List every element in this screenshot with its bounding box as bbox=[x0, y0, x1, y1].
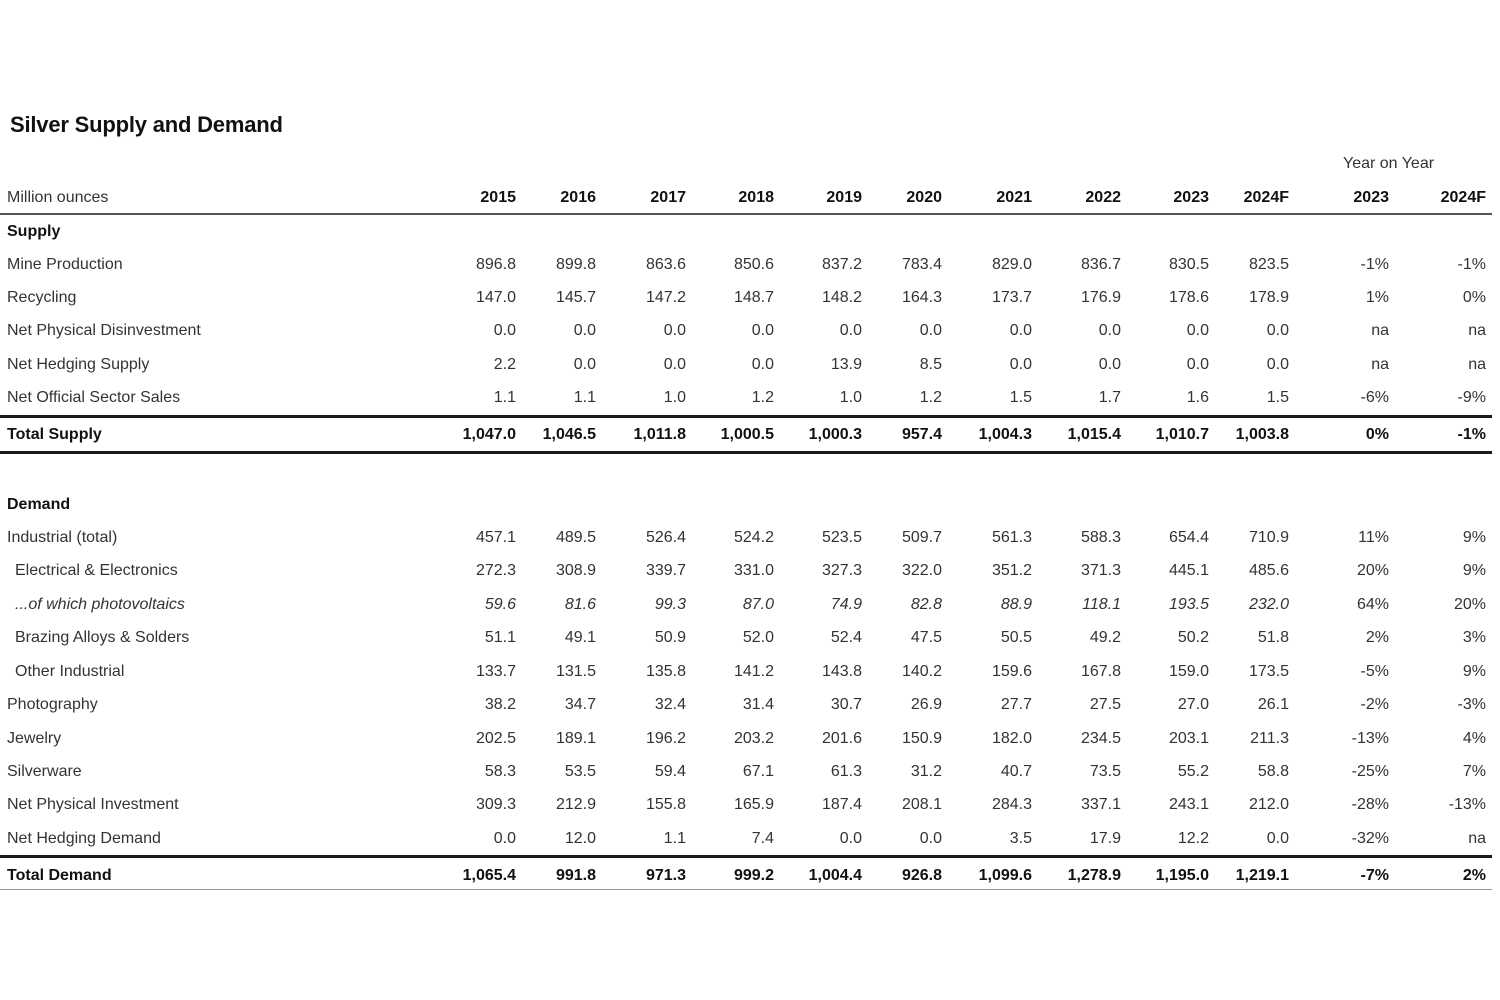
table-cell: 0.0 bbox=[839, 322, 862, 339]
yoy-header: Year on Year bbox=[1343, 155, 1435, 172]
table-cell: 0.0 bbox=[493, 322, 516, 339]
table-cell: 148.2 bbox=[821, 289, 862, 306]
column-header: 2021 bbox=[996, 189, 1032, 206]
total-cell: 1,046.5 bbox=[542, 426, 596, 443]
total-cell: 2% bbox=[1462, 867, 1486, 884]
column-header: 2022 bbox=[1085, 189, 1121, 206]
table-cell: -5% bbox=[1360, 663, 1389, 680]
table-cell: 339.7 bbox=[645, 562, 686, 579]
table-cell: 9% bbox=[1462, 562, 1486, 579]
total-cell: 1,047.0 bbox=[462, 426, 516, 443]
total-cell: 1,099.6 bbox=[978, 867, 1032, 884]
table-cell: 309.3 bbox=[475, 796, 516, 813]
table-cell: 178.6 bbox=[1168, 289, 1209, 306]
table-cell: 67.1 bbox=[742, 763, 774, 780]
total-demand-label: Total Demand bbox=[7, 867, 112, 884]
table-cell: 26.1 bbox=[1257, 696, 1289, 713]
table-cell: -13% bbox=[1448, 796, 1486, 813]
table-cell: 30.7 bbox=[830, 696, 862, 713]
table-cell: 0.0 bbox=[1266, 356, 1289, 373]
table-cell: 201.6 bbox=[821, 730, 862, 747]
total-supply-label: Total Supply bbox=[7, 426, 102, 443]
table-cell: 12.2 bbox=[1177, 830, 1209, 847]
table-cell: 0.0 bbox=[839, 830, 862, 847]
column-header: 2024F bbox=[1243, 189, 1289, 206]
table-cell: 159.0 bbox=[1168, 663, 1209, 680]
table-cell: 0.0 bbox=[663, 322, 686, 339]
total-cell: 1,011.8 bbox=[633, 426, 686, 443]
table-cell: 74.9 bbox=[830, 596, 862, 613]
table-cell: 850.6 bbox=[733, 256, 774, 273]
table-cell: 31.4 bbox=[742, 696, 774, 713]
total-cell: 1,065.4 bbox=[462, 867, 516, 884]
total-cell: 1,278.9 bbox=[1067, 867, 1121, 884]
table-cell: -3% bbox=[1457, 696, 1486, 713]
table-cell: 189.1 bbox=[555, 730, 596, 747]
table-cell: 0.0 bbox=[1186, 322, 1209, 339]
table-cell: 51.1 bbox=[484, 629, 516, 646]
table-cell: 457.1 bbox=[475, 529, 516, 546]
table-cell: 59.4 bbox=[654, 763, 686, 780]
table-cell: na bbox=[1468, 830, 1486, 847]
table-cell: 7% bbox=[1462, 763, 1486, 780]
table-cell: 212.0 bbox=[1248, 796, 1289, 813]
table-cell: 783.4 bbox=[901, 256, 942, 273]
table-cell: 445.1 bbox=[1168, 562, 1209, 579]
table-cell: 59.6 bbox=[484, 596, 516, 613]
total-cell: 1,004.4 bbox=[808, 867, 862, 884]
column-header: 2020 bbox=[906, 189, 942, 206]
table-cell: 52.4 bbox=[830, 629, 862, 646]
supply-total-rule-bottom bbox=[0, 451, 1492, 454]
row-label: Net Hedging Demand bbox=[7, 830, 161, 847]
table-cell: 88.9 bbox=[1000, 596, 1032, 613]
table-cell: 829.0 bbox=[991, 256, 1032, 273]
table-cell: 27.5 bbox=[1089, 696, 1121, 713]
total-cell: 1,010.7 bbox=[1155, 426, 1209, 443]
table-cell: 58.3 bbox=[484, 763, 516, 780]
row-label: Silverware bbox=[7, 763, 82, 780]
table-cell: 38.2 bbox=[484, 696, 516, 713]
total-cell: 926.8 bbox=[901, 867, 942, 884]
table-cell: -2% bbox=[1360, 696, 1389, 713]
table-cell: 0.0 bbox=[1186, 356, 1209, 373]
table-cell: 0.0 bbox=[1266, 830, 1289, 847]
row-label: ...of which photovoltaics bbox=[15, 596, 185, 613]
column-header: 2016 bbox=[560, 189, 596, 206]
total-cell: 1,000.5 bbox=[720, 426, 774, 443]
table-cell: 148.7 bbox=[733, 289, 774, 306]
table-cell: 50.2 bbox=[1177, 629, 1209, 646]
table-cell: na bbox=[1468, 356, 1486, 373]
total-cell: 1,000.3 bbox=[808, 426, 862, 443]
table-cell: 523.5 bbox=[821, 529, 862, 546]
table-cell: 82.8 bbox=[910, 596, 942, 613]
row-label: Mine Production bbox=[7, 256, 123, 273]
row-label: Industrial (total) bbox=[7, 529, 118, 546]
table-cell: 203.1 bbox=[1168, 730, 1209, 747]
table-cell: 1.2 bbox=[919, 389, 942, 406]
table-cell: 3.5 bbox=[1009, 830, 1032, 847]
column-header: 2015 bbox=[480, 189, 516, 206]
table-cell: 0.0 bbox=[751, 356, 774, 373]
table-cell: 7.4 bbox=[751, 830, 774, 847]
table-cell: 243.1 bbox=[1168, 796, 1209, 813]
table-cell: 863.6 bbox=[645, 256, 686, 273]
table-cell: 135.8 bbox=[645, 663, 686, 680]
table-cell: 26.9 bbox=[910, 696, 942, 713]
total-cell: -7% bbox=[1360, 867, 1389, 884]
table-cell: 327.3 bbox=[821, 562, 862, 579]
table-cell: 99.3 bbox=[654, 596, 686, 613]
table-cell: 0.0 bbox=[1009, 322, 1032, 339]
row-label: Net Physical Investment bbox=[7, 796, 179, 813]
table-cell: 284.3 bbox=[991, 796, 1032, 813]
table-cell: 32.4 bbox=[654, 696, 686, 713]
table-cell: 141.2 bbox=[733, 663, 774, 680]
table-cell: 1% bbox=[1365, 289, 1389, 306]
table-cell: 73.5 bbox=[1089, 763, 1121, 780]
table-cell: 13.9 bbox=[830, 356, 862, 373]
row-label: Net Physical Disinvestment bbox=[7, 322, 201, 339]
total-cell: 1,003.8 bbox=[1235, 426, 1289, 443]
row-label: Recycling bbox=[7, 289, 77, 306]
table-cell: 147.0 bbox=[475, 289, 516, 306]
table-cell: 159.6 bbox=[991, 663, 1032, 680]
row-label: Electrical & Electronics bbox=[15, 562, 178, 579]
table-cell: 193.5 bbox=[1168, 596, 1209, 613]
table-cell: 4% bbox=[1462, 730, 1486, 747]
row-label: Net Official Sector Sales bbox=[7, 389, 181, 406]
table-cell: 131.5 bbox=[555, 663, 596, 680]
total-cell: 1,195.0 bbox=[1155, 867, 1209, 884]
table-cell: 208.1 bbox=[901, 796, 942, 813]
table-cell: 11% bbox=[1358, 529, 1389, 546]
row-label: Jewelry bbox=[7, 730, 62, 747]
table-cell: 155.8 bbox=[645, 796, 686, 813]
table-cell: 899.8 bbox=[555, 256, 596, 273]
table-cell: 178.9 bbox=[1248, 289, 1289, 306]
table-cell: 509.7 bbox=[901, 529, 942, 546]
unit-label: Million ounces bbox=[7, 189, 109, 206]
table-cell: -25% bbox=[1351, 763, 1389, 780]
total-cell: 1,015.4 bbox=[1067, 426, 1121, 443]
table-cell: 9% bbox=[1462, 529, 1486, 546]
supply-total-rule-top bbox=[0, 415, 1492, 418]
total-cell: 1,219.1 bbox=[1235, 867, 1289, 884]
table-cell: 0.0 bbox=[573, 322, 596, 339]
table-cell: 654.4 bbox=[1168, 529, 1209, 546]
table-cell: 55.2 bbox=[1177, 763, 1209, 780]
total-cell: 999.2 bbox=[733, 867, 774, 884]
table-cell: 203.2 bbox=[733, 730, 774, 747]
total-cell: 0% bbox=[1365, 426, 1389, 443]
table-cell: na bbox=[1371, 322, 1389, 339]
demand-total-rule-top bbox=[0, 855, 1492, 858]
table-cell: 145.7 bbox=[555, 289, 596, 306]
table-cell: 118.1 bbox=[1082, 596, 1121, 613]
table-cell: 202.5 bbox=[475, 730, 516, 747]
table-cell: na bbox=[1371, 356, 1389, 373]
table-cell: na bbox=[1468, 322, 1486, 339]
table-cell: 337.1 bbox=[1080, 796, 1121, 813]
table-cell: 830.5 bbox=[1168, 256, 1209, 273]
table-cell: 3% bbox=[1462, 629, 1486, 646]
section-heading-supply: Supply bbox=[7, 223, 61, 240]
table-cell: 165.9 bbox=[733, 796, 774, 813]
table-cell: 34.7 bbox=[564, 696, 596, 713]
table-cell: -9% bbox=[1457, 389, 1486, 406]
table-cell: 0.0 bbox=[493, 830, 516, 847]
table-cell: -13% bbox=[1351, 730, 1389, 747]
table-cell: 1.6 bbox=[1186, 389, 1209, 406]
table-cell: 232.0 bbox=[1248, 596, 1289, 613]
row-label: Photography bbox=[7, 696, 98, 713]
table-cell: 47.5 bbox=[910, 629, 942, 646]
table-cell: 81.6 bbox=[564, 596, 596, 613]
row-label: Other Industrial bbox=[15, 663, 125, 680]
table-cell: 234.5 bbox=[1080, 730, 1121, 747]
table-cell: 64% bbox=[1356, 596, 1389, 613]
table-cell: 12.0 bbox=[564, 830, 596, 847]
table-cell: 187.4 bbox=[821, 796, 862, 813]
table-cell: 173.7 bbox=[991, 289, 1032, 306]
table-cell: -6% bbox=[1360, 389, 1389, 406]
table-cell: 1.0 bbox=[663, 389, 686, 406]
table-cell: 0.0 bbox=[573, 356, 596, 373]
table-cell: 61.3 bbox=[830, 763, 862, 780]
table-cell: 133.7 bbox=[475, 663, 516, 680]
table-cell: 9% bbox=[1462, 663, 1486, 680]
table-cell: 87.0 bbox=[742, 596, 774, 613]
table-cell: 1.5 bbox=[1266, 389, 1289, 406]
total-cell: 957.4 bbox=[901, 426, 942, 443]
table-cell: 51.8 bbox=[1257, 629, 1289, 646]
column-header: 2023 bbox=[1353, 189, 1389, 206]
row-label: Net Hedging Supply bbox=[7, 356, 150, 373]
table-cell: 896.8 bbox=[475, 256, 516, 273]
table-cell: 1.1 bbox=[663, 830, 686, 847]
table-cell: 1.2 bbox=[751, 389, 774, 406]
table-cell: 50.9 bbox=[654, 629, 686, 646]
table-cell: 485.6 bbox=[1248, 562, 1289, 579]
table-cell: 17.9 bbox=[1089, 830, 1121, 847]
table-cell: 489.5 bbox=[555, 529, 596, 546]
table-cell: 143.8 bbox=[821, 663, 862, 680]
total-cell: 971.3 bbox=[645, 867, 686, 884]
table-cell: 176.9 bbox=[1080, 289, 1121, 306]
table-cell: 710.9 bbox=[1248, 529, 1289, 546]
table-cell: 561.3 bbox=[991, 529, 1032, 546]
table-cell: 1.7 bbox=[1098, 389, 1121, 406]
table-cell: 40.7 bbox=[1000, 763, 1032, 780]
table-cell: 331.0 bbox=[733, 562, 774, 579]
table-cell: 211.3 bbox=[1250, 730, 1289, 747]
table-cell: 0.0 bbox=[751, 322, 774, 339]
table-cell: 164.3 bbox=[901, 289, 942, 306]
table-cell: 150.9 bbox=[901, 730, 942, 747]
table-title: Silver Supply and Demand bbox=[10, 112, 283, 137]
table-cell: 49.1 bbox=[564, 629, 596, 646]
column-header: 2019 bbox=[826, 189, 862, 206]
table-cell: 1.5 bbox=[1009, 389, 1032, 406]
table-cell: 308.9 bbox=[555, 562, 596, 579]
table-cell: 167.8 bbox=[1080, 663, 1121, 680]
table-cell: 371.3 bbox=[1080, 562, 1121, 579]
table-cell: 182.0 bbox=[991, 730, 1032, 747]
table-cell: 272.3 bbox=[475, 562, 516, 579]
table-cell: -1% bbox=[1360, 256, 1389, 273]
table-cell: 0.0 bbox=[919, 322, 942, 339]
table-cell: 2.2 bbox=[493, 356, 516, 373]
table-cell: 0.0 bbox=[1098, 322, 1121, 339]
demand-total-rule-bottom bbox=[0, 889, 1492, 890]
table-cell: 1.1 bbox=[573, 389, 596, 406]
table-cell: 823.5 bbox=[1248, 256, 1289, 273]
total-cell: 1,004.3 bbox=[978, 426, 1032, 443]
table-cell: 173.5 bbox=[1248, 663, 1289, 680]
table-cell: -28% bbox=[1351, 796, 1389, 813]
table-cell: 836.7 bbox=[1080, 256, 1121, 273]
header-rule bbox=[0, 213, 1492, 215]
table-cell: 212.9 bbox=[555, 796, 596, 813]
column-header: 2017 bbox=[650, 189, 686, 206]
table-cell: 526.4 bbox=[645, 529, 686, 546]
table-cell: 1.0 bbox=[839, 389, 862, 406]
column-header: 2018 bbox=[738, 189, 774, 206]
table-cell: 196.2 bbox=[645, 730, 686, 747]
table-cell: 31.2 bbox=[910, 763, 942, 780]
table-cell: 0.0 bbox=[1266, 322, 1289, 339]
table-cell: -1% bbox=[1457, 256, 1486, 273]
row-label: Brazing Alloys & Solders bbox=[15, 629, 190, 646]
table-cell: 351.2 bbox=[991, 562, 1032, 579]
table-cell: 0.0 bbox=[1098, 356, 1121, 373]
table-cell: 49.2 bbox=[1089, 629, 1121, 646]
table-cell: 27.7 bbox=[1000, 696, 1032, 713]
table-cell: 50.5 bbox=[1000, 629, 1032, 646]
table-cell: 837.2 bbox=[821, 256, 862, 273]
table-cell: 0.0 bbox=[919, 830, 942, 847]
table-cell: 27.0 bbox=[1177, 696, 1209, 713]
total-cell: -1% bbox=[1457, 426, 1486, 443]
table-cell: 20% bbox=[1356, 562, 1389, 579]
total-cell: 991.8 bbox=[555, 867, 596, 884]
table-cell: 588.3 bbox=[1080, 529, 1121, 546]
table-cell: 0.0 bbox=[1009, 356, 1032, 373]
section-heading-demand: Demand bbox=[7, 496, 71, 513]
table-cell: 140.2 bbox=[901, 663, 942, 680]
table-cell: 8.5 bbox=[919, 356, 942, 373]
table-cell: 0% bbox=[1462, 289, 1486, 306]
column-header: 2023 bbox=[1173, 189, 1209, 206]
table-cell: 2% bbox=[1365, 629, 1389, 646]
table-cell: 147.2 bbox=[645, 289, 686, 306]
table-cell: 58.8 bbox=[1257, 763, 1289, 780]
column-header: 2024F bbox=[1440, 189, 1486, 206]
table-cell: 0.0 bbox=[663, 356, 686, 373]
table-cell: 322.0 bbox=[901, 562, 942, 579]
table-cell: 1.1 bbox=[493, 389, 516, 406]
table-cell: 53.5 bbox=[564, 763, 596, 780]
table-cell: 52.0 bbox=[742, 629, 774, 646]
table-cell: 20% bbox=[1453, 596, 1486, 613]
table-cell: -32% bbox=[1351, 830, 1389, 847]
table-cell: 524.2 bbox=[733, 529, 774, 546]
